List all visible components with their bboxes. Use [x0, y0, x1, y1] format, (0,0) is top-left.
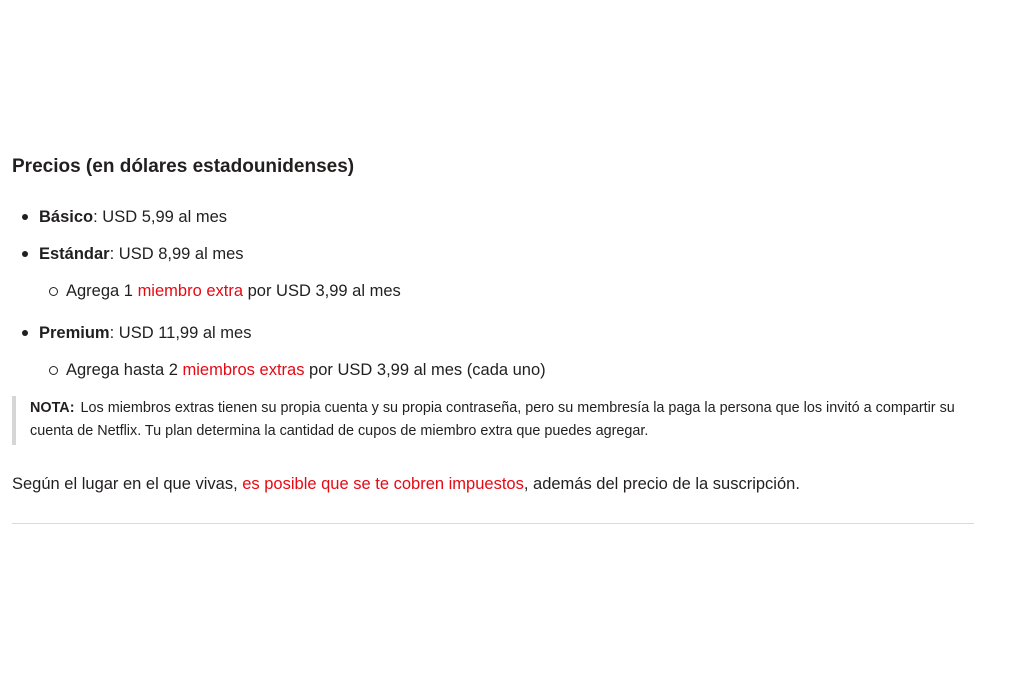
plan-price: : USD 8,99 al mes	[109, 245, 244, 263]
note-text: Los miembros extras tienen su propia cuenta y su propia contraseña, pero su membresía la paga la persona que los invitó a compartir su cuenta de Netflix. Tu plan determina la cantidad de cupos de miembro extra que puedes agregar.	[30, 400, 955, 439]
plan-premium	[22, 322, 974, 381]
note-label: NOTA:	[30, 400, 75, 416]
extra-suffix: por USD 3,99 al mes	[243, 282, 401, 300]
tax-paragraph	[12, 473, 974, 495]
plan-name: Estándar	[39, 245, 110, 263]
plan-extras-list	[49, 280, 974, 302]
extra-prefix: Agrega 1	[66, 282, 138, 300]
plan-extra-item	[49, 280, 974, 302]
plan-price: : USD 5,99 al mes	[93, 208, 227, 226]
extra-prefix: Agrega hasta 2	[66, 361, 183, 379]
plan-name: Premium	[39, 324, 110, 342]
plan-basic	[22, 206, 974, 228]
note-callout	[12, 396, 974, 445]
plan-price: : USD 11,99 al mes	[109, 324, 252, 342]
extra-members-link[interactable]: miembros extras	[182, 361, 305, 379]
extra-suffix: por USD 3,99 al mes (cada uno)	[304, 361, 546, 379]
divider	[12, 523, 974, 524]
extra-member-link[interactable]: miembro extra	[137, 282, 244, 300]
plan-extra-item	[49, 359, 974, 381]
tax-suffix: , además del precio de la suscripción.	[523, 475, 800, 493]
plan-standard	[22, 243, 974, 302]
tax-prefix: Según el lugar en el que vivas,	[12, 475, 243, 493]
pricing-section	[12, 154, 974, 524]
taxes-link[interactable]: es posible que se te cobren impuestos	[242, 475, 524, 493]
pricing-title: Precios (en dólares estadounidenses)	[12, 156, 355, 177]
plan-name: Básico	[39, 208, 94, 226]
plans-list	[22, 206, 974, 381]
plan-extras-list	[49, 359, 974, 381]
